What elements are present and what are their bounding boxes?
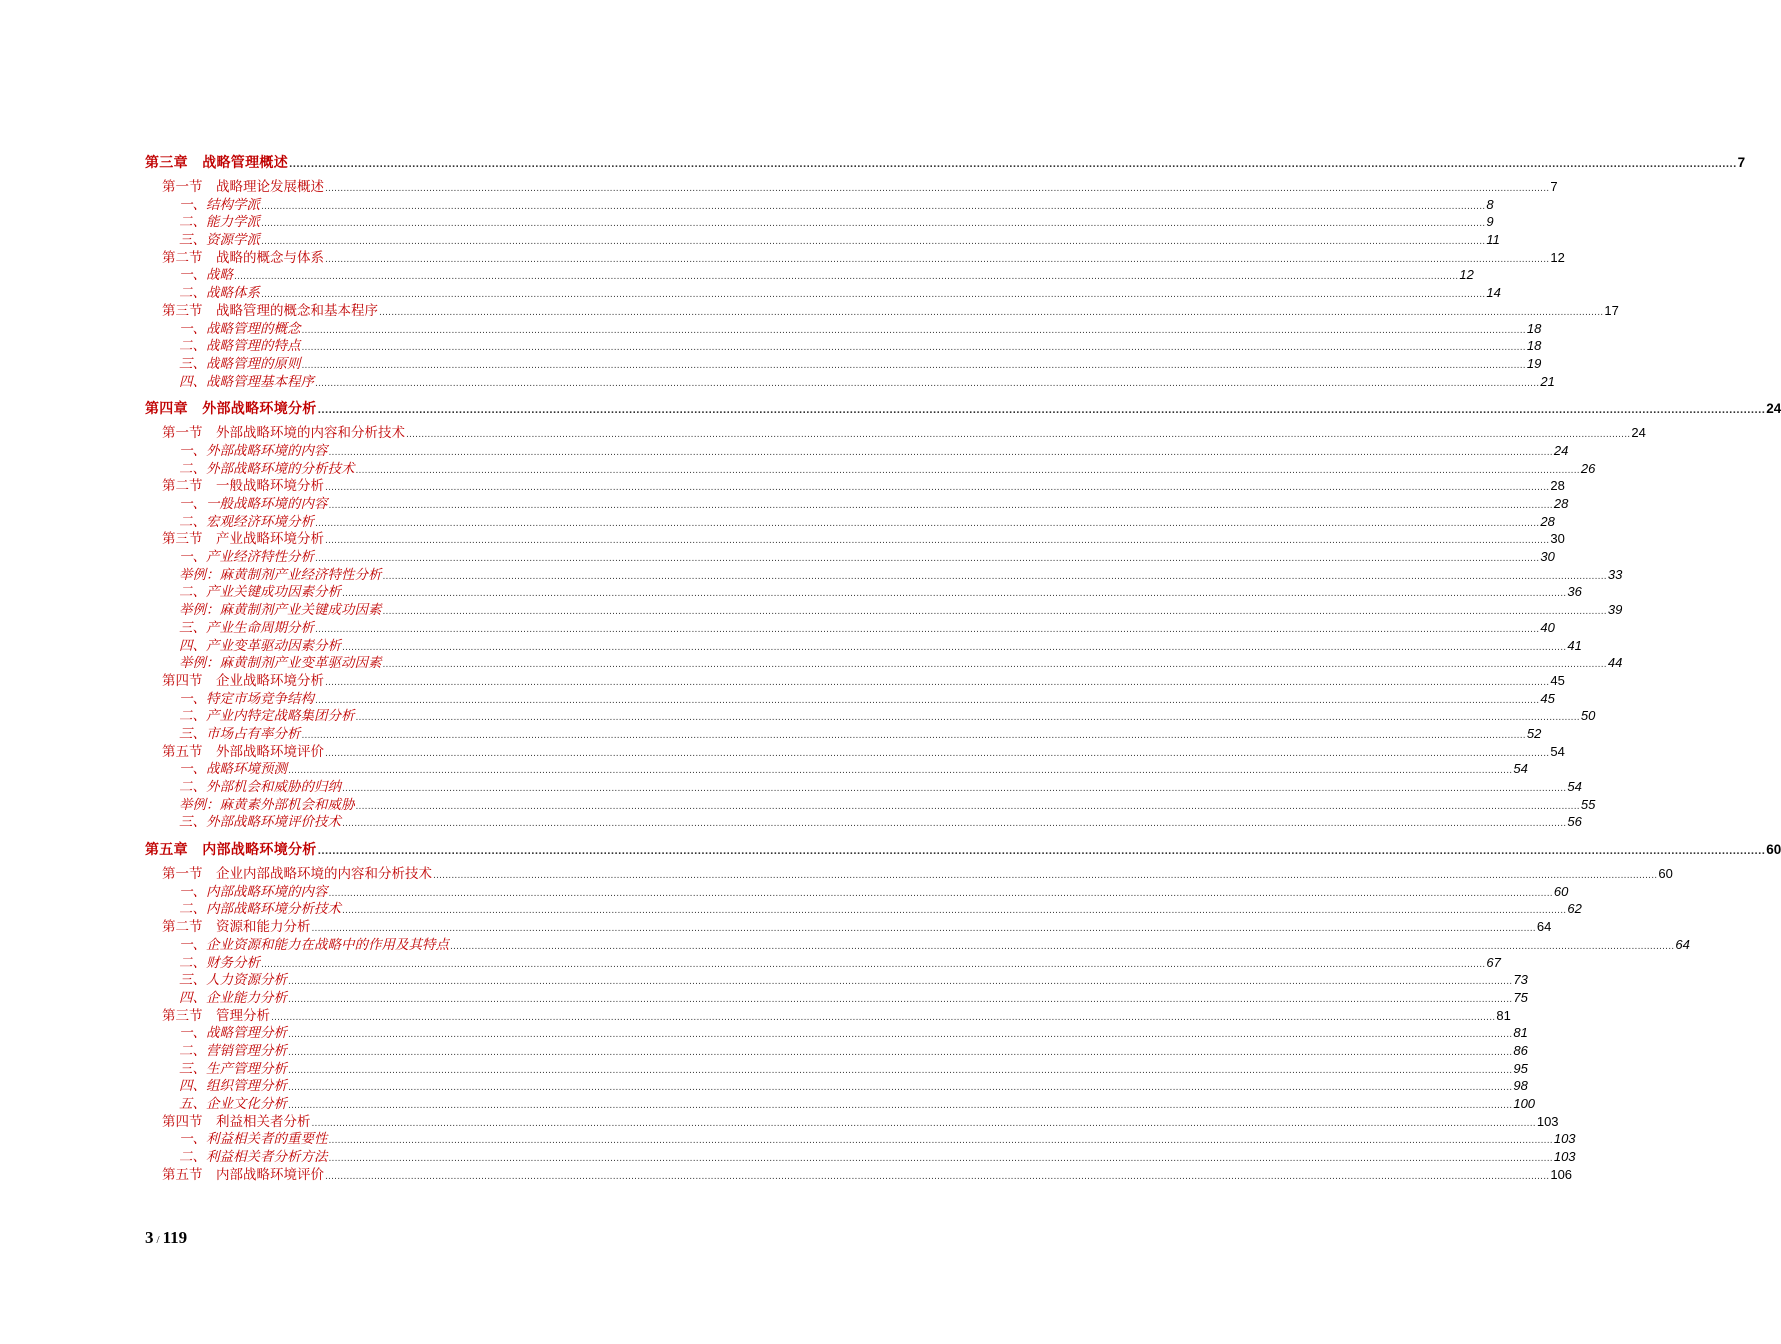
toc-entry-title: 一、战略管理分析 [179,1025,287,1042]
dot-leader: ................................................................................................................................................................................................................................................................................................................................................................................................................ [288,766,1513,777]
toc-entry-page: 67 [1486,954,1501,970]
toc-entry-title: 第一节 战略理论发展概述 [162,179,324,195]
toc-entry-title: 二、财务分析 [179,954,260,971]
toc-entry-page: 28 [1550,478,1565,494]
toc-entry-page: 33 [1607,566,1623,582]
dot-leader: ................................................................................................................................................................................................................................................................................................................................................................................................................ [325,677,1550,688]
toc-entry-sub[interactable] [145,971,1528,989]
toc-entry-page: 64 [1536,919,1552,935]
toc-entry-page: 100 [1513,1096,1536,1111]
toc-entry-chapter[interactable] [145,840,1781,860]
toc-entry-title: 三、人力资源分析 [179,972,287,989]
dot-leader: ................................................................................................................................................................................................................................................................................................................................................................................................................ [328,447,1553,458]
toc-entry-title: 第四节 企业战略环境分析 [162,672,324,689]
toc-entry-page: 40 [1540,619,1555,635]
toc-entry-page: 12 [1459,267,1474,283]
toc-entry-sub[interactable] [145,936,1690,954]
toc-entry-title: 一、结构学派 [179,196,260,213]
toc-entry-sub[interactable] [145,566,1623,584]
toc-entry-section[interactable] [145,918,1552,936]
toc-entry-page: 95 [1513,1060,1528,1076]
dot-leader: ................................................................................................................................................................................................................................................................................................................................................................................................................ [261,201,1486,212]
toc-entry-title: 举例：麻黄素外部机会和威胁 [179,796,355,813]
dot-leader: ................................................................................................................................................................................................................................................................................................................................................................................................................ [406,430,1631,441]
toc-entry-title: 一、利益相关者的重要性 [179,1131,328,1148]
toc-entry-title: 二、战略体系 [179,285,260,302]
toc-entry-page: 28 [1553,496,1569,511]
toc-entry-title: 第二节 一般战略环境分析 [162,478,324,495]
toc-entry-sub[interactable] [145,1130,1576,1148]
current-page: 3 [145,1228,154,1247]
toc-entry-sub[interactable] [145,373,1555,391]
toc-entry-page: 36 [1567,584,1582,600]
toc-entry-title: 第五章 内部战略环境分析 [145,842,317,859]
dot-leader: ................................................................................................................................................................................................................................................................................................................................................................................................................ [315,624,1540,635]
toc-entry-page: 14 [1486,285,1501,301]
toc-entry-page: 106 [1550,1166,1573,1182]
toc-entry-chapter[interactable] [145,399,1781,419]
dot-leader: ................................................................................................................................................................................................................................................................................................................................................................................................................ [261,237,1486,248]
toc-entry-sub[interactable] [145,1042,1528,1060]
toc-entry-page: 60 [1553,883,1569,899]
dot-leader: ................................................................................................................................................................................................................................................................................................................................................................................................................ [355,801,1580,812]
dot-leader: ................................................................................................................................................................................................................................................................................................................................................................................................................ [315,554,1540,565]
toc-entry-sub[interactable] [145,601,1623,619]
toc-entry-page: 18 [1526,320,1542,336]
toc-entry-title: 第四章 外部战略环境分析 [145,401,317,418]
toc-entry-page: 103 [1553,1131,1576,1147]
toc-entry-sub[interactable] [145,1148,1576,1166]
dot-leader: ................................................................................................................................................................................................................................................................................................................................................................................................................ [325,1171,1550,1182]
toc-entry-page: 103 [1536,1113,1559,1129]
dot-leader: ................................................................................................................................................................................................................................................................................................................................................................................................................ [288,977,1513,988]
toc-entry-page: 24 [1766,401,1781,417]
dot-leader: ................................................................................................................................................................................................................................................................................................................................................................................................................ [328,888,1553,899]
toc-entry-sub[interactable] [145,813,1582,831]
toc-entry-section[interactable] [145,1166,1573,1184]
dot-leader: ................................................................................................................................................................................................................................................................................................................................................................................................................ [382,660,1607,671]
dot-leader: ................................................................................................................................................................................................................................................................................................................................................................................................................ [342,589,1567,600]
toc-entry-page: 73 [1513,972,1528,988]
toc-entry-title: 二、外部战略环境的分析技术 [179,460,355,477]
toc-entry-page: 54 [1567,779,1582,794]
toc-entry-page: 50 [1580,708,1596,724]
dot-leader: ................................................................................................................................................................................................................................................................................................................................................................................................................ [317,406,1766,417]
toc-entry-sub[interactable] [145,284,1501,302]
dot-leader: ................................................................................................................................................................................................................................................................................................................................................................................................................ [450,941,1675,952]
toc-entry-sub[interactable] [145,337,1542,355]
dot-leader: ................................................................................................................................................................................................................................................................................................................................................................................................................ [288,1030,1513,1041]
toc-entry-page: 86 [1513,1042,1528,1058]
dot-leader: ................................................................................................................................................................................................................................................................................................................................................................................................................ [325,184,1550,194]
toc-entry-title: 三、生产管理分析 [179,1060,287,1077]
toc-entry-title: 四、组织管理分析 [179,1078,287,1095]
dot-leader: ................................................................................................................................................................................................................................................................................................................................................................................................................ [379,307,1604,318]
toc-entry-section[interactable] [145,672,1565,690]
dot-leader: ................................................................................................................................................................................................................................................................................................................................................................................................................ [261,219,1486,230]
dot-leader: ................................................................................................................................................................................................................................................................................................................................................................................................................ [382,607,1607,618]
toc-entry-title: 第二节 战略的概念与体系 [162,249,324,266]
toc-entry-title: 第五节 外部战略环境评价 [162,743,324,760]
toc-entry-title: 三、产业生命周期分析 [179,619,314,636]
dot-leader: ................................................................................................................................................................................................................................................................................................................................................................................................................ [328,1154,1553,1165]
toc-entry-sub[interactable] [145,495,1569,513]
dot-leader: ................................................................................................................................................................................................................................................................................................................................................................................................................ [325,254,1550,265]
toc-entry-page: 24 [1631,425,1646,441]
toc-entry-sub[interactable] [145,196,1494,214]
toc-entry-page: 9 [1486,214,1494,230]
toc-entry-page: 103 [1553,1149,1576,1165]
toc-entry-title: 三、资源学派 [179,232,260,249]
dot-leader: ................................................................................................................................................................................................................................................................................................................................................................................................................ [288,1047,1513,1058]
toc-entry-page: 8 [1486,196,1494,212]
toc-entry-sub[interactable] [145,1095,1536,1113]
toc-entry-title: 第三节 产业战略环境分析 [162,531,324,548]
toc-entry-title: 第一节 外部战略环境的内容和分析技术 [162,425,405,442]
toc-entry-sub[interactable] [145,266,1474,284]
dot-leader: ................................................................................................................................................................................................................................................................................................................................................................................................................ [288,1101,1513,1111]
table-of-contents [145,153,1781,1183]
toc-entry-title: 二、利益相关者分析方法 [179,1149,328,1166]
dot-leader: ................................................................................................................................................................................................................................................................................................................................................................................................................ [311,1118,1536,1129]
dot-leader: ................................................................................................................................................................................................................................................................................................................................................................................................................ [289,160,1737,170]
toc-entry-title: 四、战略管理基本程序 [179,373,314,390]
toc-entry-page: 45 [1550,672,1565,688]
toc-entry-title: 举例：麻黄制剂产业变革驱动因素 [179,655,382,672]
toc-entry-sub[interactable] [145,883,1569,901]
toc-entry-title: 第四节 利益相关者分析 [162,1113,311,1130]
dot-leader: ................................................................................................................................................................................................................................................................................................................................................................................................................ [288,994,1513,1005]
dot-leader: ................................................................................................................................................................................................................................................................................................................................................................................................................ [355,465,1580,476]
toc-entry-page: 18 [1526,338,1542,354]
toc-entry-page: 30 [1540,549,1555,565]
toc-entry-page: 60 [1658,866,1673,882]
toc-entry-page: 54 [1550,743,1565,759]
dot-leader: ................................................................................................................................................................................................................................................................................................................................................................................................................ [342,642,1567,653]
toc-entry-title: 一、外部战略环境的内容 [179,442,328,459]
toc-entry-sub[interactable] [145,725,1542,743]
toc-entry-title: 三、外部战略环境评价技术 [179,814,341,831]
toc-entry-section[interactable] [145,424,1646,442]
toc-entry-sub[interactable] [145,231,1500,249]
dot-leader: ................................................................................................................................................................................................................................................................................................................................................................................................................ [325,483,1550,494]
toc-entry-sub[interactable] [145,583,1582,601]
toc-entry-chapter[interactable] [145,153,1746,173]
toc-entry-title: 二、营销管理分析 [179,1042,287,1059]
toc-entry-page: 52 [1526,725,1542,741]
toc-entry-section[interactable] [145,178,1558,196]
toc-entry-sub[interactable] [145,954,1501,972]
toc-entry-title: 四、产业变革驱动因素分析 [179,637,341,654]
toc-entry-sub[interactable] [145,778,1582,796]
dot-leader: ................................................................................................................................................................................................................................................................................................................................................................................................................ [311,924,1536,935]
toc-entry-section[interactable] [145,249,1565,267]
toc-entry-title: 二、宏观经济环境分析 [179,513,314,530]
toc-entry-title: 一、战略 [179,267,233,284]
toc-entry-page: 75 [1513,989,1528,1005]
toc-entry-title: 五、企业文化分析 [179,1096,287,1112]
toc-entry-page: 28 [1540,513,1555,529]
toc-entry-page: 7 [1737,155,1746,170]
toc-entry-section[interactable] [145,1007,1511,1025]
toc-entry-page: 64 [1675,936,1690,952]
toc-entry-page: 62 [1567,901,1582,917]
toc-entry-page: 17 [1604,302,1619,318]
toc-entry-title: 四、企业能力分析 [179,989,287,1006]
toc-entry-title: 二、产业内特定战略集团分析 [179,708,355,725]
toc-entry-page: 12 [1550,249,1565,265]
dot-leader: ................................................................................................................................................................................................................................................................................................................................................................................................................ [301,360,1526,371]
toc-entry-title: 二、能力学派 [179,214,260,231]
page-separator: / [156,1234,160,1246]
toc-entry-title: 一、战略环境预测 [179,761,287,778]
dot-leader: ................................................................................................................................................................................................................................................................................................................................................................................................................ [342,784,1567,794]
toc-entry-page: 98 [1513,1078,1528,1094]
toc-entry-page: 44 [1607,655,1623,671]
dot-leader: ................................................................................................................................................................................................................................................................................................................................................................................................................ [261,290,1486,301]
dot-leader: ................................................................................................................................................................................................................................................................................................................................................................................................................ [301,343,1526,354]
toc-entry-sub[interactable] [145,548,1555,566]
toc-entry-title: 一、战略管理的概念 [179,320,301,337]
toc-entry-sub[interactable] [145,213,1494,231]
toc-entry-sub[interactable] [145,460,1596,478]
toc-entry-sub[interactable] [145,1060,1528,1078]
toc-entry-page: 7 [1550,179,1558,194]
dot-leader: ................................................................................................................................................................................................................................................................................................................................................................................................................ [328,1136,1553,1147]
toc-entry-sub[interactable] [145,619,1555,637]
dot-leader: ................................................................................................................................................................................................................................................................................................................................................................................................................ [317,847,1766,858]
page-number [145,1228,187,1248]
toc-entry-page: 26 [1580,460,1596,476]
toc-entry-sub[interactable] [145,690,1555,708]
toc-entry-sub[interactable] [145,989,1528,1007]
toc-entry-page: 24 [1553,442,1569,458]
dot-leader: ................................................................................................................................................................................................................................................................................................................................................................................................................ [301,325,1526,336]
dot-leader: ................................................................................................................................................................................................................................................................................................................................................................................................................ [288,1083,1513,1094]
toc-entry-section[interactable] [145,1113,1559,1131]
toc-entry-sub[interactable] [145,637,1582,655]
dot-leader: ................................................................................................................................................................................................................................................................................................................................................................................................................ [325,748,1550,759]
toc-entry-title: 第三节 管理分析 [162,1007,270,1024]
toc-entry-sub[interactable] [145,654,1623,672]
toc-entry-title: 第二节 资源和能力分析 [162,919,311,936]
toc-entry-title: 二、产业关键成功因素分析 [179,584,341,601]
toc-entry-page: 55 [1580,796,1596,812]
dot-leader: ................................................................................................................................................................................................................................................................................................................................................................................................................ [342,906,1567,917]
dot-leader: ................................................................................................................................................................................................................................................................................................................................................................................................................ [234,272,1459,283]
toc-entry-title: 第五节 内部战略环境评价 [162,1166,324,1183]
toc-entry-page: 45 [1540,690,1555,706]
toc-entry-section[interactable] [145,865,1673,883]
toc-entry-title: 一、企业资源和能力在战略中的作用及其特点 [179,936,449,953]
dot-leader: ................................................................................................................................................................................................................................................................................................................................................................................................................ [342,819,1567,830]
dot-leader: ................................................................................................................................................................................................................................................................................................................................................................................................................ [261,959,1486,970]
dot-leader: ................................................................................................................................................................................................................................................................................................................................................................................................................ [315,378,1540,389]
toc-entry-page: 56 [1567,814,1582,830]
toc-entry-page: 41 [1567,637,1582,653]
toc-entry-title: 举例：麻黄制剂产业经济特性分析 [179,566,382,583]
dot-leader: ................................................................................................................................................................................................................................................................................................................................................................................................................ [355,713,1580,724]
toc-entry-sub[interactable] [145,513,1555,531]
toc-entry-title: 三、战略管理的原则 [179,355,301,372]
dot-leader: ................................................................................................................................................................................................................................................................................................................................................................................................................ [325,536,1550,547]
toc-entry-sub[interactable] [145,442,1569,460]
dot-leader: ................................................................................................................................................................................................................................................................................................................................................................................................................ [271,1012,1496,1023]
toc-entry-sub[interactable] [145,760,1528,778]
dot-leader: ................................................................................................................................................................................................................................................................................................................................................................................................................ [288,1065,1513,1076]
toc-entry-sub[interactable] [145,320,1542,338]
toc-entry-page: 60 [1766,842,1781,858]
toc-entry-section[interactable] [145,530,1565,548]
toc-entry-page: 30 [1550,531,1565,547]
toc-entry-section[interactable] [145,302,1619,320]
toc-entry-page: 11 [1486,232,1500,248]
dot-leader: ................................................................................................................................................................................................................................................................................................................................................................................................................ [301,730,1526,741]
toc-entry-title: 一、特定市场竞争结构 [179,690,314,707]
toc-entry-sub[interactable] [145,900,1582,918]
toc-entry-title: 第三章 战略管理概述 [145,155,288,171]
toc-entry-title: 第一节 企业内部战略环境的内容和分析技术 [162,866,432,883]
toc-entry-title: 第三节 战略管理的概念和基本程序 [162,302,378,319]
toc-entry-title: 一、内部战略环境的内容 [179,883,328,900]
toc-entry-title: 二、外部机会和威胁的归纳 [179,779,341,795]
toc-entry-title: 三、市场占有率分析 [179,725,301,742]
dot-leader: ................................................................................................................................................................................................................................................................................................................................................................................................................ [382,571,1607,582]
toc-entry-sub[interactable] [145,1024,1528,1042]
toc-entry-sub[interactable] [145,796,1596,814]
dot-leader: ................................................................................................................................................................................................................................................................................................................................................................................................................ [315,518,1540,529]
toc-entry-page: 21 [1540,373,1555,389]
toc-entry-page: 39 [1607,602,1623,618]
toc-entry-sub[interactable] [145,1077,1528,1095]
toc-entry-title: 一、产业经济特性分析 [179,549,314,566]
total-pages: 119 [162,1228,188,1247]
toc-entry-title: 举例：麻黄制剂产业关键成功因素 [179,602,382,619]
toc-entry-page: 54 [1513,761,1528,777]
toc-entry-sub[interactable] [145,707,1596,725]
toc-entry-title: 二、内部战略环境分析技术 [179,901,341,918]
dot-leader: ................................................................................................................................................................................................................................................................................................................................................................................................................ [315,695,1540,706]
toc-entry-section[interactable] [145,743,1565,761]
toc-entry-sub[interactable] [145,355,1542,373]
toc-entry-page: 81 [1496,1007,1511,1023]
toc-entry-title: 二、战略管理的特点 [179,338,301,355]
toc-entry-page: 81 [1513,1025,1528,1041]
dot-leader: ................................................................................................................................................................................................................................................................................................................................................................................................................ [433,871,1658,882]
toc-entry-title: 一、一般战略环境的内容 [179,496,328,512]
toc-entry-section[interactable] [145,477,1565,495]
toc-entry-page: 19 [1526,355,1542,371]
dot-leader: ................................................................................................................................................................................................................................................................................................................................................................................................................ [328,501,1553,511]
